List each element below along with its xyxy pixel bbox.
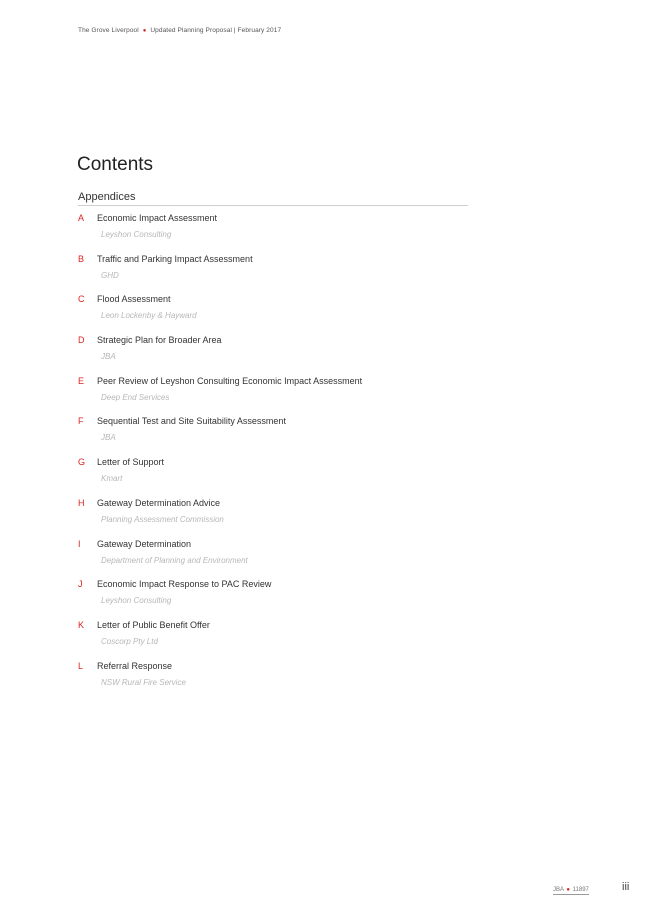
appendix-author: Coscorp Pty Ltd [101,636,158,646]
appendix-list [78,213,478,701]
appendix-item[interactable] [78,620,478,661]
running-header [78,27,281,34]
header-document: Updated Planning Proposal | February 2017 [150,27,282,34]
footer-company: JBA [553,887,564,893]
appendix-letter: I [78,538,81,549]
appendix-letter: D [78,335,85,346]
appendix-title[interactable]: Gateway Determination Advice [97,497,221,508]
appendix-item[interactable] [78,498,478,539]
page-title: Contents [77,154,154,175]
appendix-letter: K [78,619,85,630]
appendix-letter: E [78,375,85,386]
appendix-item[interactable] [78,539,478,580]
appendix-item[interactable] [78,254,478,295]
appendix-title[interactable]: Referral Response [97,660,173,671]
appendix-author: Leyshon Consulting [101,596,172,606]
footer-reference [553,887,589,895]
appendix-title[interactable]: Economic Impact Response to PAC Review [97,579,272,590]
appendix-item[interactable] [78,416,478,457]
appendix-item[interactable] [78,294,478,335]
appendix-letter: G [78,457,86,468]
appendix-author: JBA [101,352,116,362]
header-project: The Grove Liverpool [78,27,139,34]
appendix-author: Planning Assessment Commission [101,514,224,524]
appendix-author: GHD [101,270,119,280]
appendix-author: Leyshon Consulting [101,230,172,239]
appendix-letter: J [78,579,83,590]
appendix-letter: C [78,294,85,305]
appendix-author: JBA [101,433,116,443]
footer-job: 11897 [572,887,589,893]
appendix-author: Kmart [101,474,123,484]
appendix-letter: A [78,213,85,223]
appendix-letter: L [78,660,84,671]
appendix-letter: F [78,416,84,427]
appendix-item[interactable] [78,335,478,376]
section-heading: Appendices [78,191,468,206]
appendix-author: Deep End Services [101,392,170,402]
appendix-item[interactable] [78,213,478,254]
appendix-title[interactable]: Letter of Support [97,457,165,468]
appendix-item[interactable] [78,457,478,498]
appendix-title[interactable]: Gateway Determination [97,538,192,549]
appendix-author: Leon Lockenby & Hayward [101,311,197,321]
appendix-title[interactable]: Strategic Plan for Broader Area [97,335,222,346]
bullet-icon: ● [566,887,570,893]
appendix-title[interactable]: Flood Assessment [97,294,171,305]
appendix-title[interactable]: Peer Review of Leyshon Consulting Economic Impact Assessment [97,375,363,386]
appendix-item[interactable] [78,579,478,620]
appendix-author: NSW Rural Fire Service [101,677,186,687]
appendix-title[interactable]: Traffic and Parking Impact Assessment [97,253,253,264]
appendix-title[interactable]: Letter of Public Benefit Offer [97,619,210,630]
appendix-item[interactable] [78,661,478,702]
appendix-author: Department of Planning and Environment [101,555,248,565]
appendix-letter: H [78,497,85,508]
appendix-letter: B [78,253,85,264]
appendix-title[interactable]: Economic Impact Assessment [97,213,218,223]
appendix-title[interactable]: Sequential Test and Site Suitability Assessment [97,416,286,427]
bullet-icon: ● [142,28,147,34]
appendix-item[interactable] [78,376,478,417]
page-number: iii [622,881,630,893]
